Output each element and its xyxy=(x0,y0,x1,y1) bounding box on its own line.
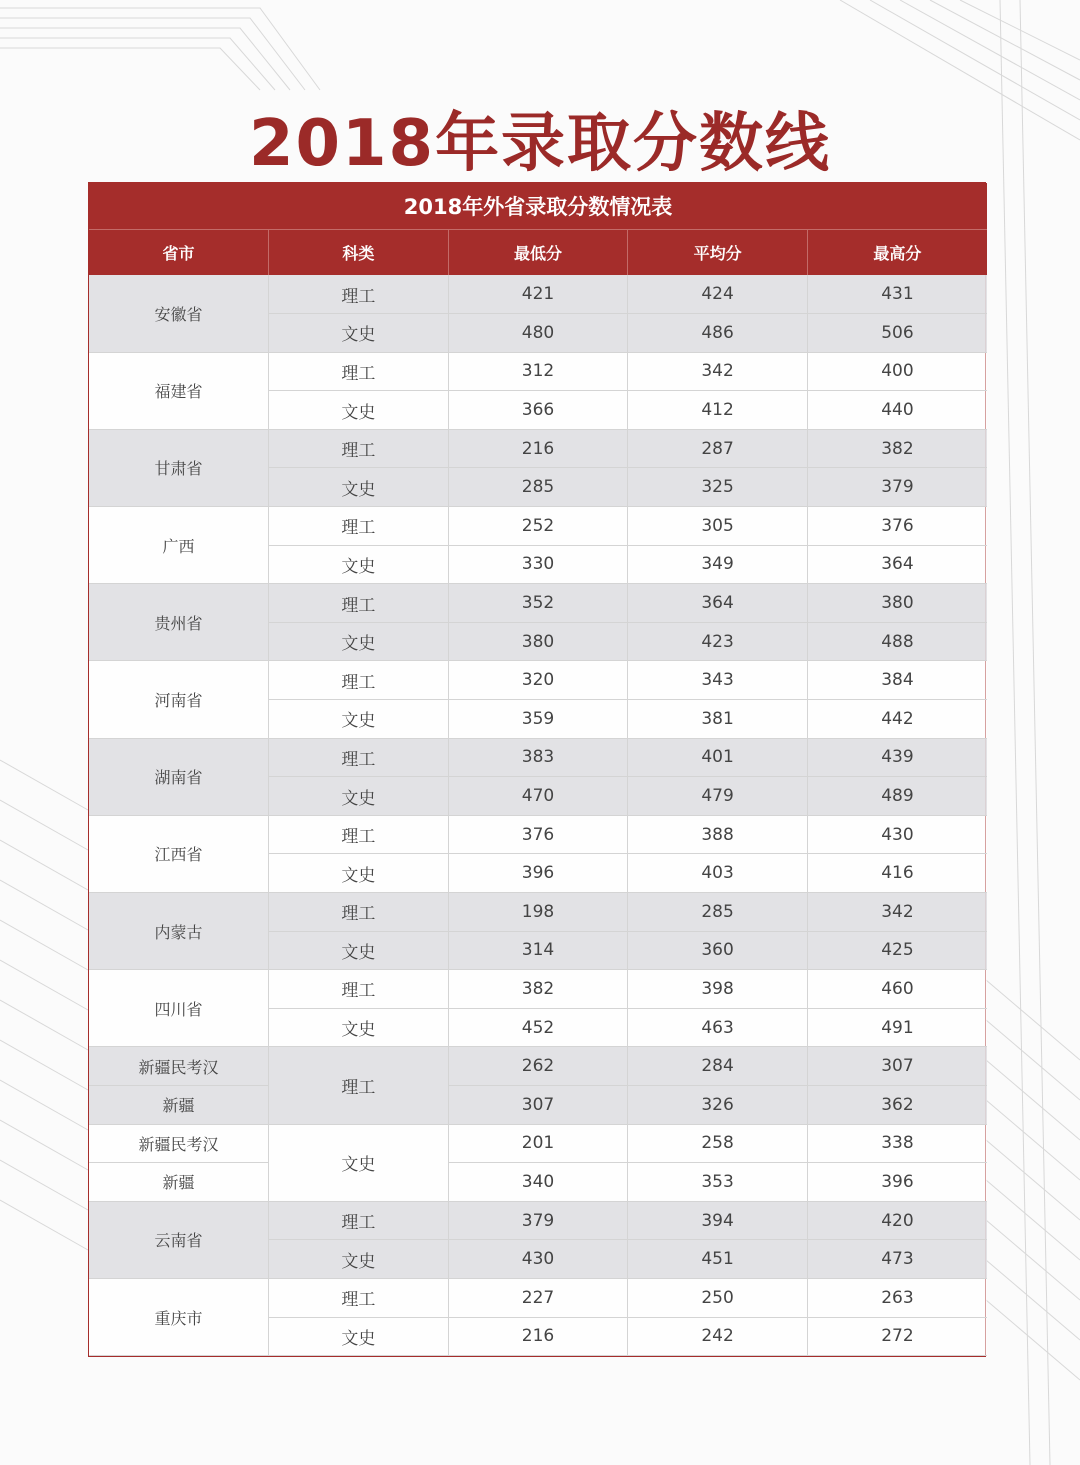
category-cell: 文史 xyxy=(269,1240,449,1279)
province-cell: 贵州省 xyxy=(89,584,269,661)
max-score-cell: 416 xyxy=(807,854,987,893)
province-cell: 河南省 xyxy=(89,661,269,738)
avg-score-cell: 388 xyxy=(628,815,808,854)
table-body xyxy=(89,275,987,1356)
max-score-cell: 396 xyxy=(807,1163,987,1202)
category-cell: 文史 xyxy=(269,1008,449,1047)
province-cell: 新疆民考汉 xyxy=(89,1047,269,1086)
category-cell: 文史 xyxy=(269,1124,449,1201)
min-score-cell: 330 xyxy=(448,545,628,584)
min-score-cell: 376 xyxy=(448,815,628,854)
header-province: 省市 xyxy=(89,229,269,275)
page-title: 2018年录取分数线 xyxy=(248,107,832,181)
max-score-cell: 430 xyxy=(807,815,987,854)
min-score-cell: 352 xyxy=(448,584,628,623)
category-cell: 理工 xyxy=(269,1278,449,1317)
avg-score-cell: 349 xyxy=(628,545,808,584)
province-cell: 四川省 xyxy=(89,970,269,1047)
min-score-cell: 201 xyxy=(448,1124,628,1163)
min-score-cell: 285 xyxy=(448,468,628,507)
max-score-cell: 362 xyxy=(807,1085,987,1124)
table-row xyxy=(89,893,987,932)
max-score-cell: 440 xyxy=(807,391,987,430)
table-header-row xyxy=(89,229,987,275)
table-row xyxy=(89,1163,987,1202)
table-row xyxy=(89,738,987,777)
min-score-cell: 314 xyxy=(448,931,628,970)
avg-score-cell: 479 xyxy=(628,777,808,816)
table-row xyxy=(89,429,987,468)
table-row xyxy=(89,352,987,391)
max-score-cell: 460 xyxy=(807,970,987,1009)
min-score-cell: 383 xyxy=(448,738,628,777)
admission-score-table xyxy=(89,183,987,1356)
category-cell: 文史 xyxy=(269,931,449,970)
avg-score-cell: 403 xyxy=(628,854,808,893)
avg-score-cell: 401 xyxy=(628,738,808,777)
province-cell: 云南省 xyxy=(89,1201,269,1278)
avg-score-cell: 398 xyxy=(628,970,808,1009)
category-cell: 文史 xyxy=(269,622,449,661)
province-cell: 安徽省 xyxy=(89,275,269,352)
min-score-cell: 430 xyxy=(448,1240,628,1279)
score-table-container xyxy=(88,182,986,1357)
min-score-cell: 312 xyxy=(448,352,628,391)
avg-score-cell: 285 xyxy=(628,893,808,932)
category-cell: 理工 xyxy=(269,893,449,932)
province-cell: 新疆 xyxy=(89,1085,269,1124)
header-min-score: 最低分 xyxy=(448,229,628,275)
province-cell: 湖南省 xyxy=(89,738,269,815)
avg-score-cell: 343 xyxy=(628,661,808,700)
max-score-cell: 272 xyxy=(807,1317,987,1356)
max-score-cell: 439 xyxy=(807,738,987,777)
category-cell: 理工 xyxy=(269,1047,449,1124)
max-score-cell: 382 xyxy=(807,429,987,468)
min-score-cell: 396 xyxy=(448,854,628,893)
min-score-cell: 359 xyxy=(448,700,628,739)
max-score-cell: 488 xyxy=(807,622,987,661)
table-row xyxy=(89,661,987,700)
table-row xyxy=(89,1047,987,1086)
max-score-cell: 425 xyxy=(807,931,987,970)
max-score-cell: 263 xyxy=(807,1278,987,1317)
category-cell: 文史 xyxy=(269,468,449,507)
category-cell: 文史 xyxy=(269,1317,449,1356)
max-score-cell: 431 xyxy=(807,275,987,314)
avg-score-cell: 412 xyxy=(628,391,808,430)
min-score-cell: 452 xyxy=(448,1008,628,1047)
max-score-cell: 384 xyxy=(807,661,987,700)
province-cell: 新疆 xyxy=(89,1163,269,1202)
avg-score-cell: 360 xyxy=(628,931,808,970)
province-cell: 广西 xyxy=(89,507,269,584)
max-score-cell: 376 xyxy=(807,507,987,546)
province-cell: 内蒙古 xyxy=(89,893,269,970)
min-score-cell: 320 xyxy=(448,661,628,700)
table-row xyxy=(89,1201,987,1240)
max-score-cell: 379 xyxy=(807,468,987,507)
header-max-score: 最高分 xyxy=(807,229,987,275)
category-cell: 文史 xyxy=(269,854,449,893)
avg-score-cell: 325 xyxy=(628,468,808,507)
avg-score-cell: 342 xyxy=(628,352,808,391)
min-score-cell: 380 xyxy=(448,622,628,661)
category-cell: 理工 xyxy=(269,352,449,391)
min-score-cell: 216 xyxy=(448,1317,628,1356)
avg-score-cell: 284 xyxy=(628,1047,808,1086)
table-row xyxy=(89,970,987,1009)
category-cell: 文史 xyxy=(269,700,449,739)
max-score-cell: 342 xyxy=(807,893,987,932)
avg-score-cell: 305 xyxy=(628,507,808,546)
category-cell: 理工 xyxy=(269,738,449,777)
max-score-cell: 473 xyxy=(807,1240,987,1279)
avg-score-cell: 287 xyxy=(628,429,808,468)
category-cell: 理工 xyxy=(269,429,449,468)
min-score-cell: 198 xyxy=(448,893,628,932)
category-cell: 文史 xyxy=(269,314,449,353)
max-score-cell: 442 xyxy=(807,700,987,739)
avg-score-cell: 394 xyxy=(628,1201,808,1240)
header-avg-score: 平均分 xyxy=(628,229,808,275)
min-score-cell: 216 xyxy=(448,429,628,468)
max-score-cell: 307 xyxy=(807,1047,987,1086)
min-score-cell: 366 xyxy=(448,391,628,430)
table-row xyxy=(89,1124,987,1163)
category-cell: 理工 xyxy=(269,507,449,546)
min-score-cell: 480 xyxy=(448,314,628,353)
category-cell: 文史 xyxy=(269,777,449,816)
table-caption-row xyxy=(89,183,987,229)
avg-score-cell: 486 xyxy=(628,314,808,353)
table-row xyxy=(89,507,987,546)
category-cell: 理工 xyxy=(269,275,449,314)
province-cell: 江西省 xyxy=(89,815,269,892)
avg-score-cell: 353 xyxy=(628,1163,808,1202)
avg-score-cell: 381 xyxy=(628,700,808,739)
avg-score-cell: 451 xyxy=(628,1240,808,1279)
table-row xyxy=(89,1278,987,1317)
province-cell: 福建省 xyxy=(89,352,269,429)
table-row xyxy=(89,815,987,854)
avg-score-cell: 258 xyxy=(628,1124,808,1163)
max-score-cell: 380 xyxy=(807,584,987,623)
avg-score-cell: 423 xyxy=(628,622,808,661)
category-cell: 文史 xyxy=(269,545,449,584)
max-score-cell: 420 xyxy=(807,1201,987,1240)
avg-score-cell: 364 xyxy=(628,584,808,623)
table-caption: 2018年外省录取分数情况表 xyxy=(89,183,987,229)
avg-score-cell: 250 xyxy=(628,1278,808,1317)
header-category: 科类 xyxy=(269,229,449,275)
min-score-cell: 340 xyxy=(448,1163,628,1202)
category-cell: 理工 xyxy=(269,1201,449,1240)
max-score-cell: 489 xyxy=(807,777,987,816)
avg-score-cell: 463 xyxy=(628,1008,808,1047)
min-score-cell: 227 xyxy=(448,1278,628,1317)
min-score-cell: 252 xyxy=(448,507,628,546)
avg-score-cell: 242 xyxy=(628,1317,808,1356)
max-score-cell: 364 xyxy=(807,545,987,584)
category-cell: 理工 xyxy=(269,661,449,700)
category-cell: 理工 xyxy=(269,970,449,1009)
category-cell: 理工 xyxy=(269,815,449,854)
min-score-cell: 262 xyxy=(448,1047,628,1086)
max-score-cell: 506 xyxy=(807,314,987,353)
category-cell: 理工 xyxy=(269,584,449,623)
table-row xyxy=(89,1085,987,1124)
province-cell: 重庆市 xyxy=(89,1278,269,1355)
max-score-cell: 400 xyxy=(807,352,987,391)
min-score-cell: 470 xyxy=(448,777,628,816)
max-score-cell: 338 xyxy=(807,1124,987,1163)
min-score-cell: 421 xyxy=(448,275,628,314)
table-row xyxy=(89,584,987,623)
category-cell: 文史 xyxy=(269,391,449,430)
min-score-cell: 307 xyxy=(448,1085,628,1124)
avg-score-cell: 326 xyxy=(628,1085,808,1124)
table-row xyxy=(89,275,987,314)
min-score-cell: 379 xyxy=(448,1201,628,1240)
min-score-cell: 382 xyxy=(448,970,628,1009)
max-score-cell: 491 xyxy=(807,1008,987,1047)
province-cell: 甘肃省 xyxy=(89,429,269,506)
province-cell: 新疆民考汉 xyxy=(89,1124,269,1163)
avg-score-cell: 424 xyxy=(628,275,808,314)
